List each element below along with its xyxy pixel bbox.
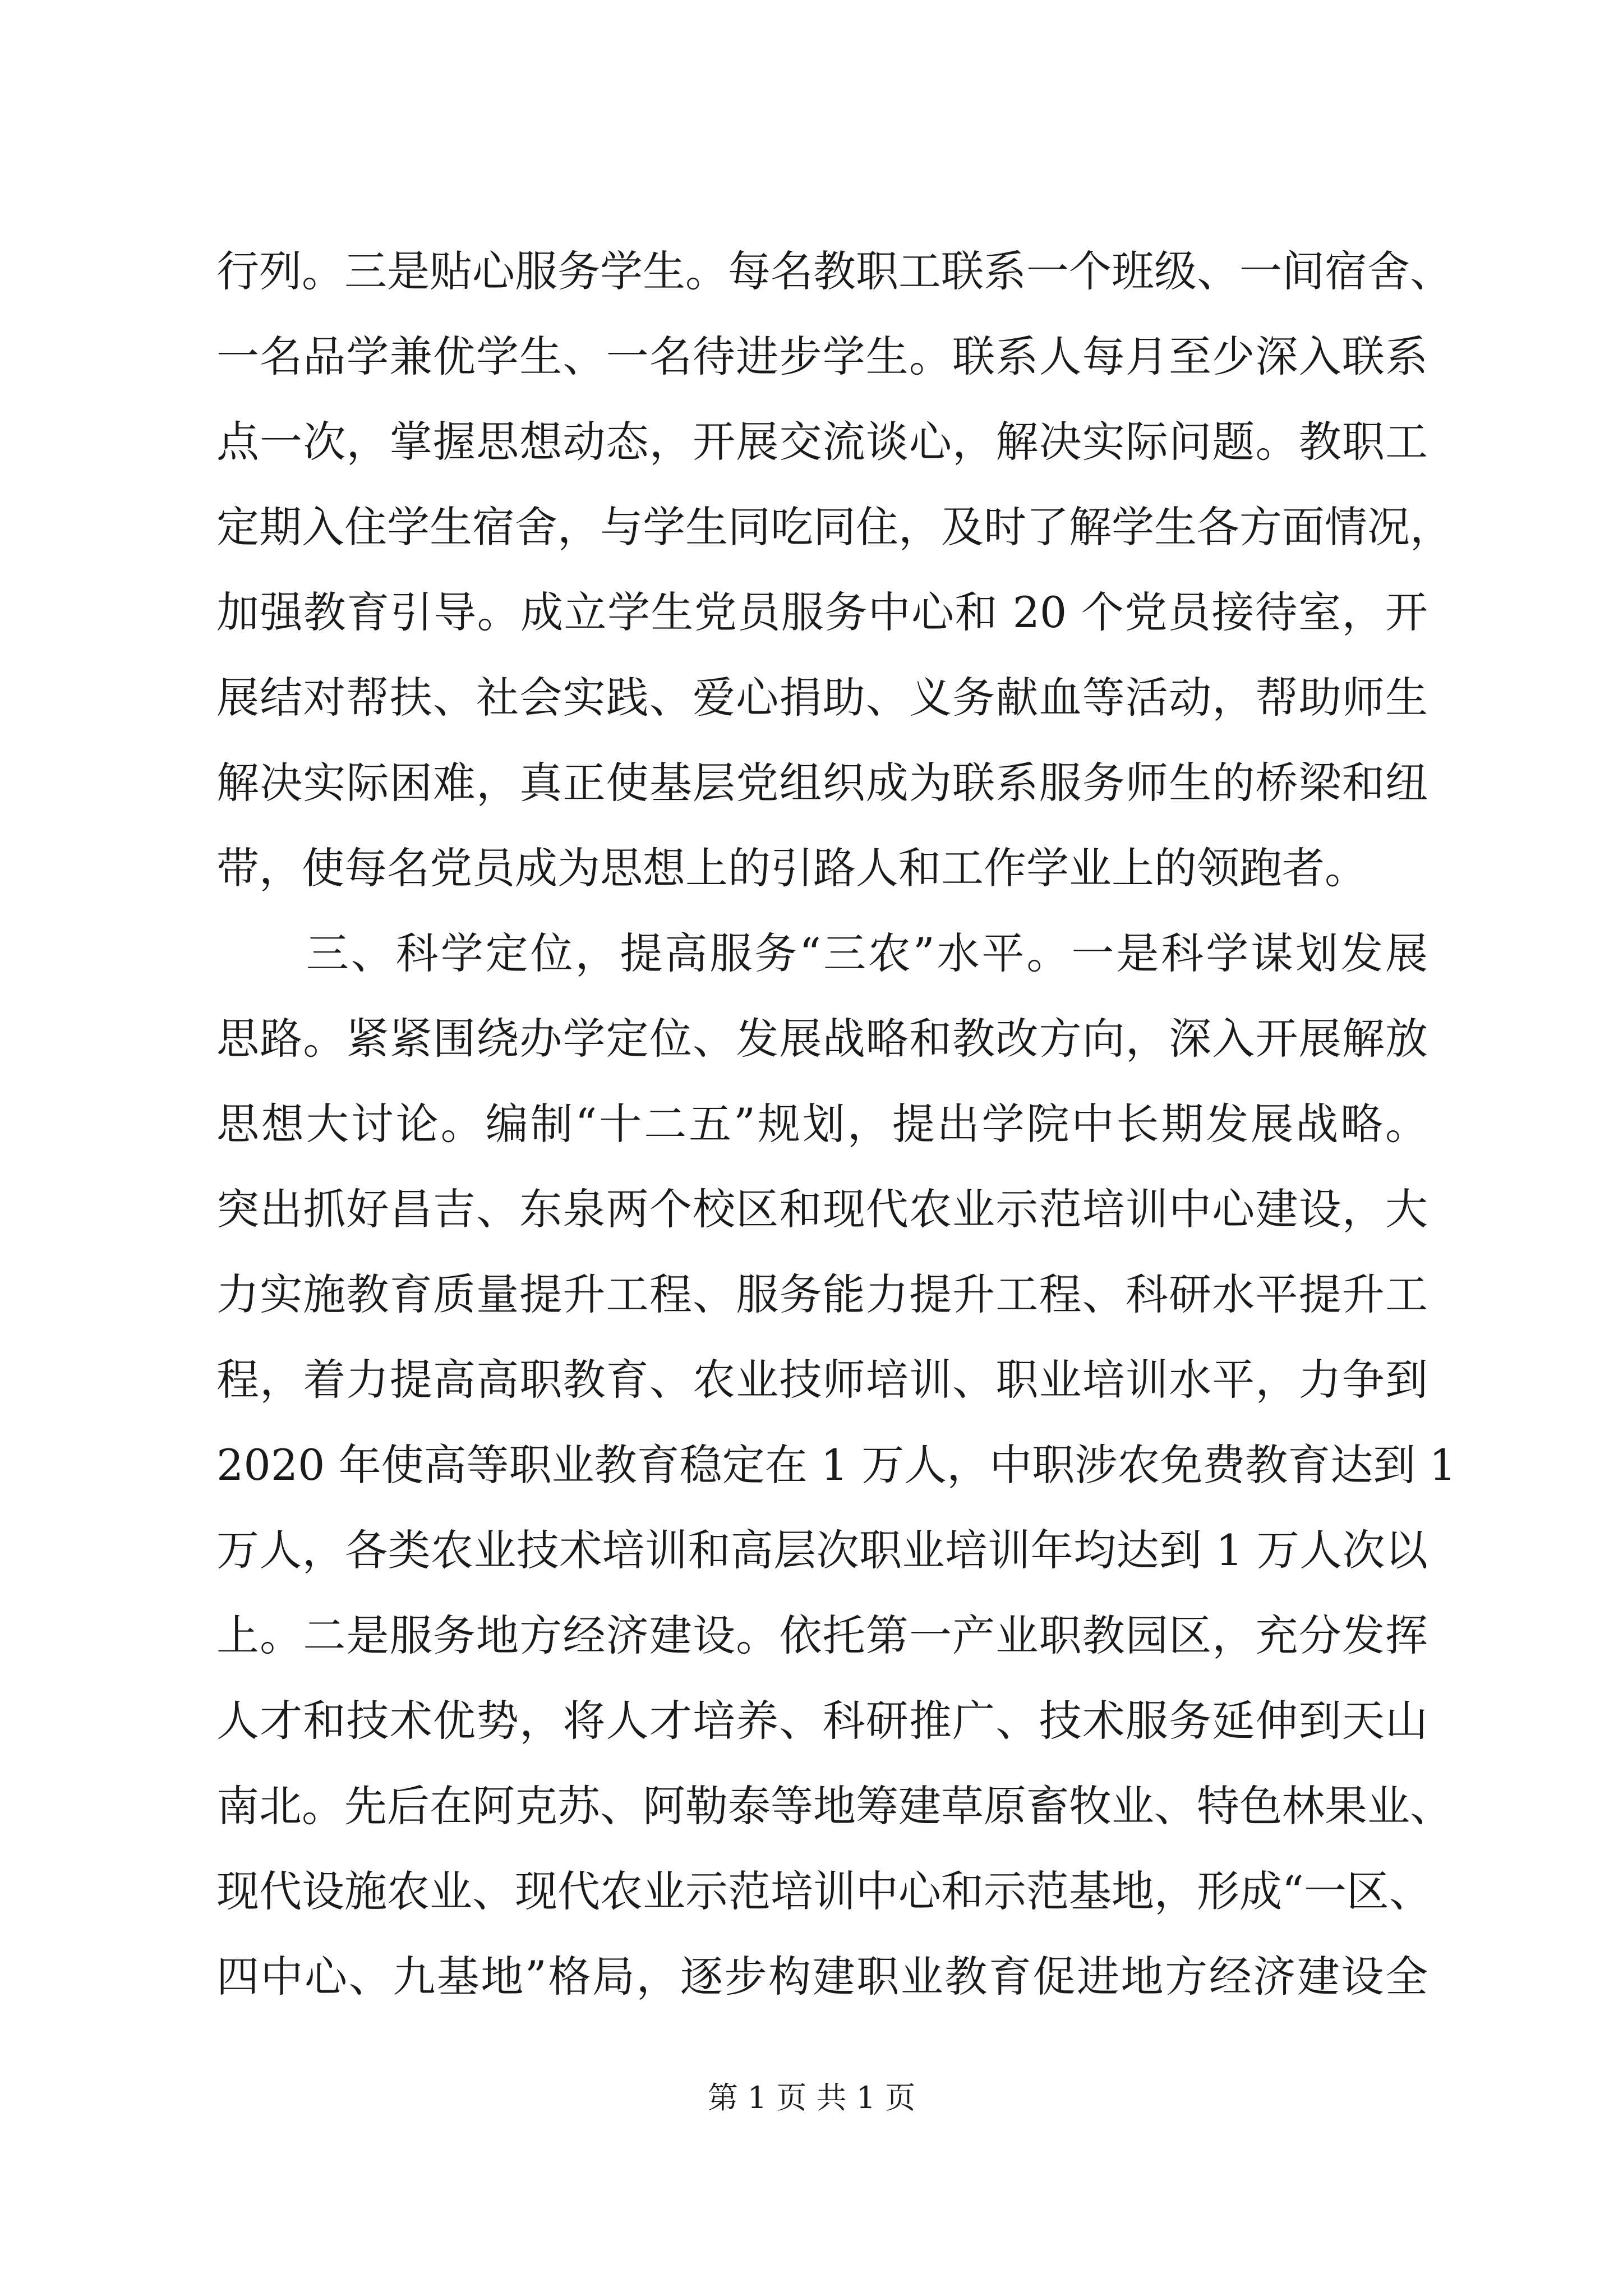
text-line: 现代设施农业、现代农业示范培训中心和示范基地，形成“一区、	[216, 1866, 1432, 1916]
body-text	[216, 229, 1456, 2019]
text-line: 行列。三是贴心服务学生。每名教职工联系一个班级、一间宿舍、	[216, 246, 1453, 296]
text-line: 一名品学兼优学生、一名待进步学生。联系人每月至少深入联系	[216, 332, 1428, 381]
text-line: 上。二是服务地方经济建设。依托第一产业职教园区，充分发挥	[216, 1611, 1428, 1660]
text-line: 思想大讨论。编制“十二五”规划，提出学院中长期发展战略。	[216, 1099, 1428, 1149]
text-line: 展结对帮扶、社会实践、爱心捐助、义务献血等活动，帮助师生	[216, 673, 1428, 723]
text-line: 万人，各类农业技术培训和高层次职业培训年均达到 1 万人次以	[216, 1525, 1428, 1575]
text-line: 思路。紧紧围绕办学定位、发展战略和教改方向，深入开展解放	[216, 1014, 1428, 1064]
text-line: 四中心、九基地”格局，逐步构建职业教育促进地方经济建设全	[216, 1952, 1428, 2001]
text-line: 程，着力提高高职教育、农业技师培训、职业培训水平，力争到	[216, 1355, 1428, 1405]
text-line: 加强教育引导。成立学生党员服务中心和 20 个党员接待室，开	[216, 587, 1428, 637]
text-line: 力实施教育质量提升工程、服务能力提升工程、科研水平提升工	[216, 1269, 1428, 1319]
text-line: 带，使每名党员成为思想上的引路人和工作学业上的领跑者。	[216, 843, 1367, 893]
text-line: 定期入住学生宿舍，与学生同吃同住，及时了解学生各方面情况，	[216, 502, 1453, 552]
text-line: 南北。先后在阿克苏、阿勒泰等地筹建草原畜牧业、特色林果业、	[216, 1781, 1453, 1831]
text-line: 突出抓好昌吉、东泉两个校区和现代农业示范培训中心建设，大	[216, 1184, 1428, 1234]
page-footer	[0, 2076, 1623, 2120]
page-number: 第 1 页 共 1 页	[707, 2080, 916, 2115]
text-line: 三、科学定位，提高服务“三农”水平。一是科学谋划发展	[216, 928, 1428, 978]
text-line: 2020 年使高等职业教育稳定在 1 万人，中职涉农免费教育达到 1	[216, 1440, 1456, 1490]
text-line: 点一次，掌握思想动态，开展交流谈心，解决实际问题。教职工	[216, 417, 1428, 467]
text-line: 人才和技术优势，将人才培养、科研推广、技术服务延伸到天山	[216, 1696, 1428, 1746]
text-line: 解决实际困难，真正使基层党组织成为联系服务师生的桥梁和纽	[216, 758, 1428, 808]
